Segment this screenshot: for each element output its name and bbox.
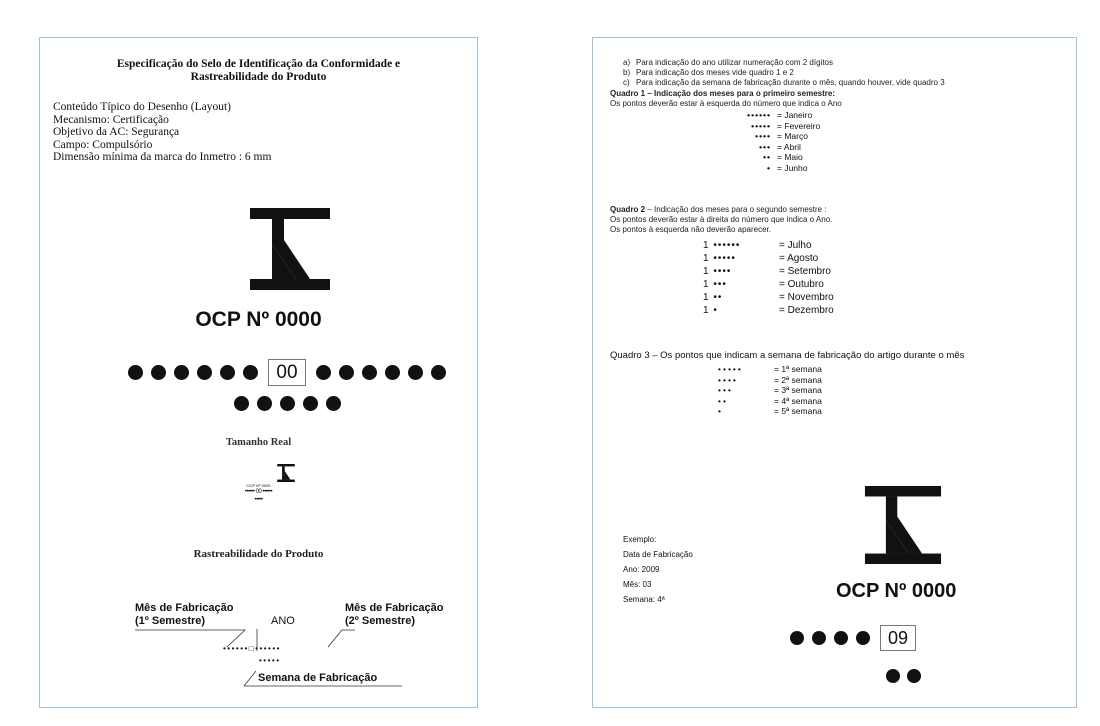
dot [790,631,804,645]
exemplo-block [623,532,693,607]
exemplo-line: Semana: 4ª [623,595,665,604]
right-ocp-label: OCP Nº 0000 [836,580,957,602]
quadro2-row [703,291,834,304]
quadro3-row [718,385,822,396]
note-letter: a) [623,58,631,67]
quadro1-subtitle: Os pontos deverão estar à esquerda do número que indica o Ano [610,99,842,108]
q-label: = Dezembro [779,305,834,316]
q-label: = 4ª semana [774,395,822,406]
quadro2-row [703,278,834,291]
left-page [39,37,478,708]
small-dot-row: •••••• 00 •••••• [244,489,273,495]
meta-line: Mecanismo: Certificação [53,113,169,126]
q-label: = Janeiro [777,110,813,120]
quadro1-row [693,142,820,153]
label-line: Mês de Fabricação [135,602,234,614]
q-dots: 1 ••••• [703,253,736,264]
quadro2-table [703,239,834,317]
q-label: = 2ª semana [774,374,822,385]
q-dots: 1 •••• [703,266,732,277]
meta-line: Dimensão mínima da marca do Inmetro : 6 mm [53,151,272,163]
q-label: = Agosto [779,253,819,264]
quadro3-table [718,364,822,417]
left-year-box: 00 [268,359,306,386]
q-label: = Fevereiro [777,120,821,131]
q-dots: •••••• [747,110,771,120]
label-line: (1º Semestre) [135,615,206,627]
q-dots: 1 •• [703,292,723,303]
quadro1-title-bold: Quadro 1 [610,89,646,98]
quadro1-table [693,110,820,173]
quadro2-subtitle-2: Os pontos à esquerda não deverão aparecer. [610,225,771,234]
q-label: = 5ª semana [774,406,822,416]
left-ocp-label: OCP Nº 0000 [195,308,322,331]
small-ocp-label: OCP Nº 0000 [246,483,271,488]
q-label: = Novembro [779,292,834,303]
quadro1-title [610,89,835,99]
quadro2-title-bold: Quadro 2 [610,205,646,214]
left-header-line1: Especificação do Selo de Identificação da Conformidade e [116,58,401,70]
right-dot-row [790,625,916,651]
dot [856,631,870,645]
q-dots: 1 ••• [703,279,727,290]
quadro2-row [703,239,834,252]
quadro2-row [703,304,834,317]
quadro3-row [718,375,822,386]
label-line: (2º Semestre) [345,615,416,627]
note-letter: b) [623,68,631,77]
note-letter: c) [623,78,630,87]
q-dots: • [767,162,771,173]
q-dots: •••• [755,131,771,141]
left-header-line2: Rastreabilidade do Produto [190,71,327,83]
quadro3-row [718,406,822,417]
q-label: = 1ª semana [774,364,822,374]
note-text: Para indicação do ano utilizar numeração com 2 dígitos [636,58,833,67]
exemplo-line: Mês: 03 [623,580,652,589]
quadro3-row [718,364,822,375]
quadro1-row [693,152,820,163]
note-text: Para indicação da semana de fabricação durante o mês, quando houver, vide quadro 3 [636,78,945,87]
dot [886,669,900,683]
dot [812,631,826,645]
note-text: Para indicação dos meses vide quadro 1 e 2 [636,68,794,77]
label-line: Mês de Fabricação [345,602,444,614]
q-dots: •• [718,395,728,406]
q-dots: ••••• [751,120,771,131]
quadro1-row [693,121,820,132]
q-label: = Abril [777,141,801,152]
right-dot-row-week [886,669,921,683]
quadro1-title-rest: – Indicação dos meses para o primeiro semestre: [645,89,835,98]
meta-line: Objetivo da AC: Segurança [53,126,180,138]
quadro1-row [693,110,820,121]
q-label: = Maio [777,152,803,162]
q-dots: ••••• [718,364,743,374]
right-year-box: 09 [880,625,916,651]
q-dots: ••• [759,141,771,152]
q-label: = 3ª semana [774,385,822,395]
q-label: = Julho [779,240,812,251]
exemplo-line: Data de Fabricação [623,550,693,559]
trace-dot-row-week: ••••• [259,656,281,665]
inmetro-logo-icon [864,486,942,564]
label-ano: ANO [271,615,295,627]
q-label: = Outubro [779,279,824,290]
quadro3-row [718,396,822,407]
right-page [592,37,1077,708]
trace-leader-lines [40,38,477,707]
quadro2-row [703,265,834,278]
quadro2-title-rest: – Indicação dos meses para o segundo semestre : [645,205,827,214]
tamanho-real-label: Tamanho Real [225,437,292,448]
quadro2-subtitle-1: Os pontos deverão estar à direita do número que indica o Ano. [610,215,833,224]
note-item [623,68,945,78]
q-dots: •••• [718,374,738,385]
q-label: = Março [777,131,808,141]
q-label: = Setembro [779,266,831,277]
q-dots: ••• [718,385,733,395]
exemplo-line: Exemplo: [623,535,657,544]
dot [907,669,921,683]
q-dots: •• [763,152,771,162]
q-dots: 1 • [703,305,718,316]
quadro2-row [703,252,834,265]
meta-line: Conteúdo Típico do Desenho (Layout) [53,101,232,113]
small-dot-row-week: ••••• [254,497,263,503]
label-semana-fabricacao: Semana de Fabricação [258,672,378,684]
quadro1-row [693,163,820,174]
note-item [623,78,945,88]
q-dots: 1 •••••• [703,240,741,251]
meta-line: Campo: Compulsório [53,138,153,151]
quadro3-title: Quadro 3 – Os pontos que indicam a semana de fabricação do artigo durante o mês [610,350,965,361]
trace-dot-row: ••••••□•••••• [223,644,281,653]
note-item [623,58,945,68]
quadro1-row [693,131,820,142]
q-dots: • [718,406,723,416]
exemplo-line: Ano: 2009 [623,565,660,574]
rastreabilidade-title: Rastreabilidade do Produto [193,548,324,560]
dot [834,631,848,645]
quadro2-title [610,205,827,215]
notes-list [623,58,945,88]
q-label: = Junho [777,162,808,173]
